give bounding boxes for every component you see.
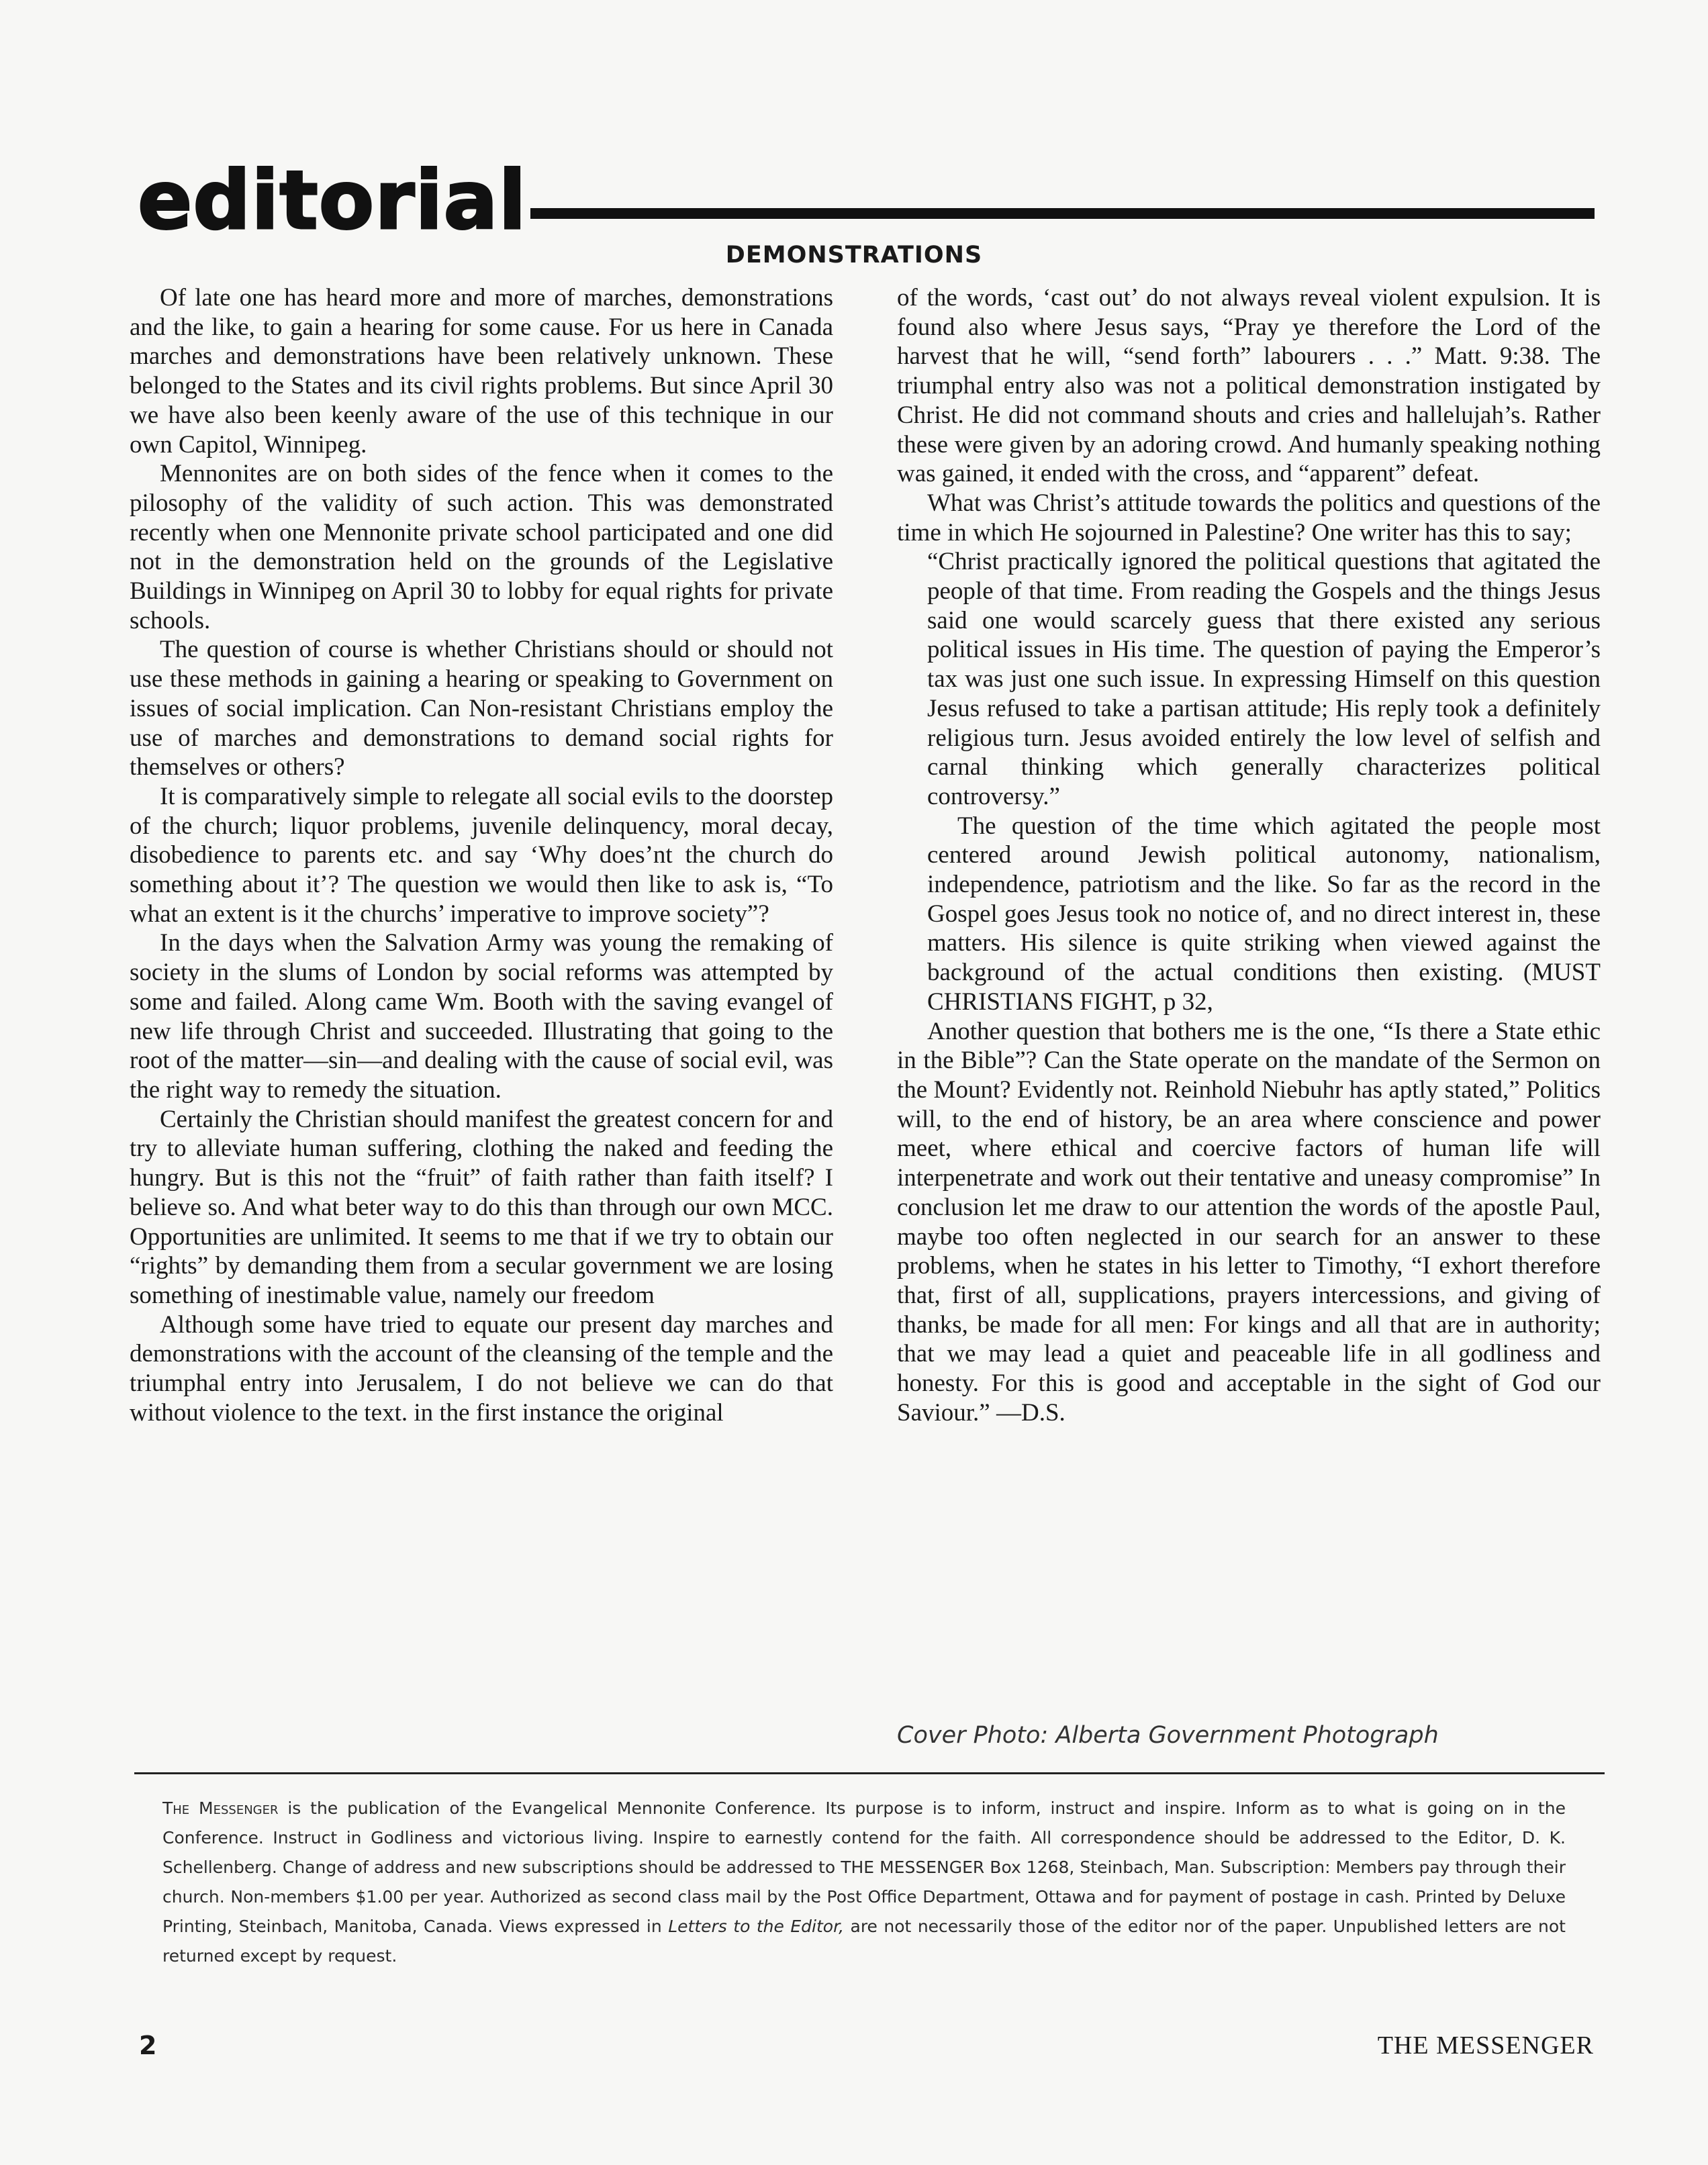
page-number: 2 (139, 2031, 157, 2060)
article-title: DEMONSTRATIONS (725, 242, 983, 269)
paragraph: Another question that bothers me is the one, “Is there a State ethic in the Bible”? Can the State operate on the mandate of the Sermon on the Mount? Evidently not. Reinhold Niebuhr has aptly stated,” Politics will, to the end of history, be an area where conscience and power meet, where ethical and coercive factors of human life will interpenetrate and work out their tentative and uneasy compromise” In conclusion let me draw to our attention the words of the apostle Paul, maybe too often neglected in our search for an answer to these problems, when he states in his letter to Timothy, “I exhort therefore that, first of all, supplications, prayers intercessions, and giving of thanks, be made for all men: For kings and all that are in authority; that we may lead a quiet and peaceable life in all godliness and honesty. For this is good and acceptable in the sight of God our Saviour.” —D.S. (897, 1017, 1601, 1427)
block-quote: The question of the time which agitated the people most centered around Jewish political autonomy, nationalism, independence, patriotism and the like. So far as the record in the Gospel goes Jesus took no notice of, and no direct interest in, these matters. His silence is quite striking when viewed against the background of the actual conditions then existing. (MUST CHRISTIANS FIGHT, p 32, (927, 812, 1601, 1016)
section-heading: editorial (138, 154, 527, 248)
publication-name: The Messenger (162, 1798, 279, 1818)
block-quote: “Christ practically ignored the political questions that agitated the people of that time. From reading the Gospels and the things Jesus said one would scarcely guess that there existed any serious political issues in His time. The question of paying the Emperor’s tax was just one such issue. In expressing Himself on this question Jesus refused to take a partisan attitude; His reply took a definitely religious turn. Jesus avoided entirely the low level of selfish and carnal thinking which generally characterizes political controversy.” (927, 548, 1601, 810)
paragraph-continued: of the words, ‘cast out’ do not always reveal violent expulsion. It is found also where Jesus says, “Pray ye therefore the Lord of the harvest that he will, “send forth” labourers . . .” Matt. 9:38. The triumphal entry also was not a political demonstration instigated by Christ. He did not command shouts and cries and hallelujah’s. Rather these were given by an adoring crowd. And humanly speaking nothing was gained, it ended with the cross, and “apparent” defeat. (897, 284, 1601, 488)
publication-note (162, 1794, 1566, 1971)
paragraph: It is comparatively simple to relegate all social evils to the doorstep of the church; liquor problems, juvenile delinquency, moral decay, disobedience to parents etc. and say ‘Why does’nt the church do something about it’? The question we would then like to ask is, “To what an extent is it the churchs’ imperative to improve society”? (130, 782, 833, 928)
editorial-masthead (138, 154, 1595, 248)
running-footer: THE MESSENGER (1377, 2031, 1594, 2060)
paragraph: Certainly the Christian should manifest the greatest concern for and try to alleviate human suffering, clothing the naked and feeding the hungry. But is this not the “fruit” of faith rather than faith itself? I believe so. And what beter way to do this than through our own MCC. Opportunities are unlimited. It seems to me that if we try to obtain our “rights” by demanding them from a secular government we are losing something of inestimable value, namely our freedom (130, 1105, 833, 1309)
cover-photo-credit: Cover Photo: Alberta Government Photograph (897, 1722, 1439, 1749)
left-column (130, 283, 833, 1427)
paragraph: In the days when the Salvation Army was young the remaking of society in the slums of London by social reforms was attempted by some and failed. Along came Wm. Booth with the saving evangel of new life through Christ and succeeded. Illustrating that going to the root of the matter—sin—and dealing with the cause of social evil, was the right way to remedy the situation. (130, 929, 833, 1104)
footer-rule (134, 1772, 1605, 1774)
paragraph: Although some have tried to equate our present day marches and demonstrations with the account of the cleansing of the temple and the triumphal entry into Jerusalem, I do not believe we can do that without violence to the text. in the first instance the original (130, 1310, 833, 1427)
masthead-rule (530, 208, 1595, 219)
paragraph: Of late one has heard more and more of marches, demonstrations and the like, to gain a hearing for some cause. For us here in Canada marches and demonstrations have been relatively unknown. These belonged to the States and its civil rights problems. But since April 30 we have also been keenly aware of the use of this technique in our own Capitol, Winnipeg. (130, 284, 833, 459)
publication-note-tail: are not necessarily those of the editor nor of the paper. Unpublished letters are not returned except by request. (162, 1917, 1566, 1966)
paragraph: What was Christ’s attitude towards the politics and questions of the time in which He sojourned in Palestine? One writer has this to say; (897, 489, 1601, 546)
publication-note-body: is the publication of the Evangelical Mennonite Conference. Its purpose is to inform, instruct and inspire. Inform as to what is going on in the Conference. Instruct in Godliness and victorious living. Inspire to earnestly contend for the faith. All correspondence should be addressed to the Editor, D. K. Schellenberg. Change of address and new subscriptions should be addressed to THE MESSENGER Box 1268, Steinbach, Man. Subscription: Members pay through their church. Non-members $1.00 per year. Authorized as second class mail by the Post Office Department, Ottawa and for payment of postage in cash. Printed by Deluxe Printing, Steinbach, Manitoba, Canada. Views expressed in (162, 1798, 1566, 1936)
paragraph: Mennonites are on both sides of the fence when it comes to the pilosophy of the validity of such action. This was demonstrated recently when one Mennonite private school participated and one did not in the demonstration held on the grounds of the Legislative Buildings in Winnipeg on April 30 to lobby for equal rights for private schools. (130, 460, 833, 634)
right-column (897, 283, 1601, 1427)
publication-note-italic: Letters to the Editor, (668, 1917, 845, 1936)
paragraph: The question of course is whether Christians should or should not use these methods in gaining a hearing or speaking to Government on issues of social implication. Can Non-resistant Christians employ the use of marches and demonstrations to demand social rights for themselves or others? (130, 636, 833, 781)
